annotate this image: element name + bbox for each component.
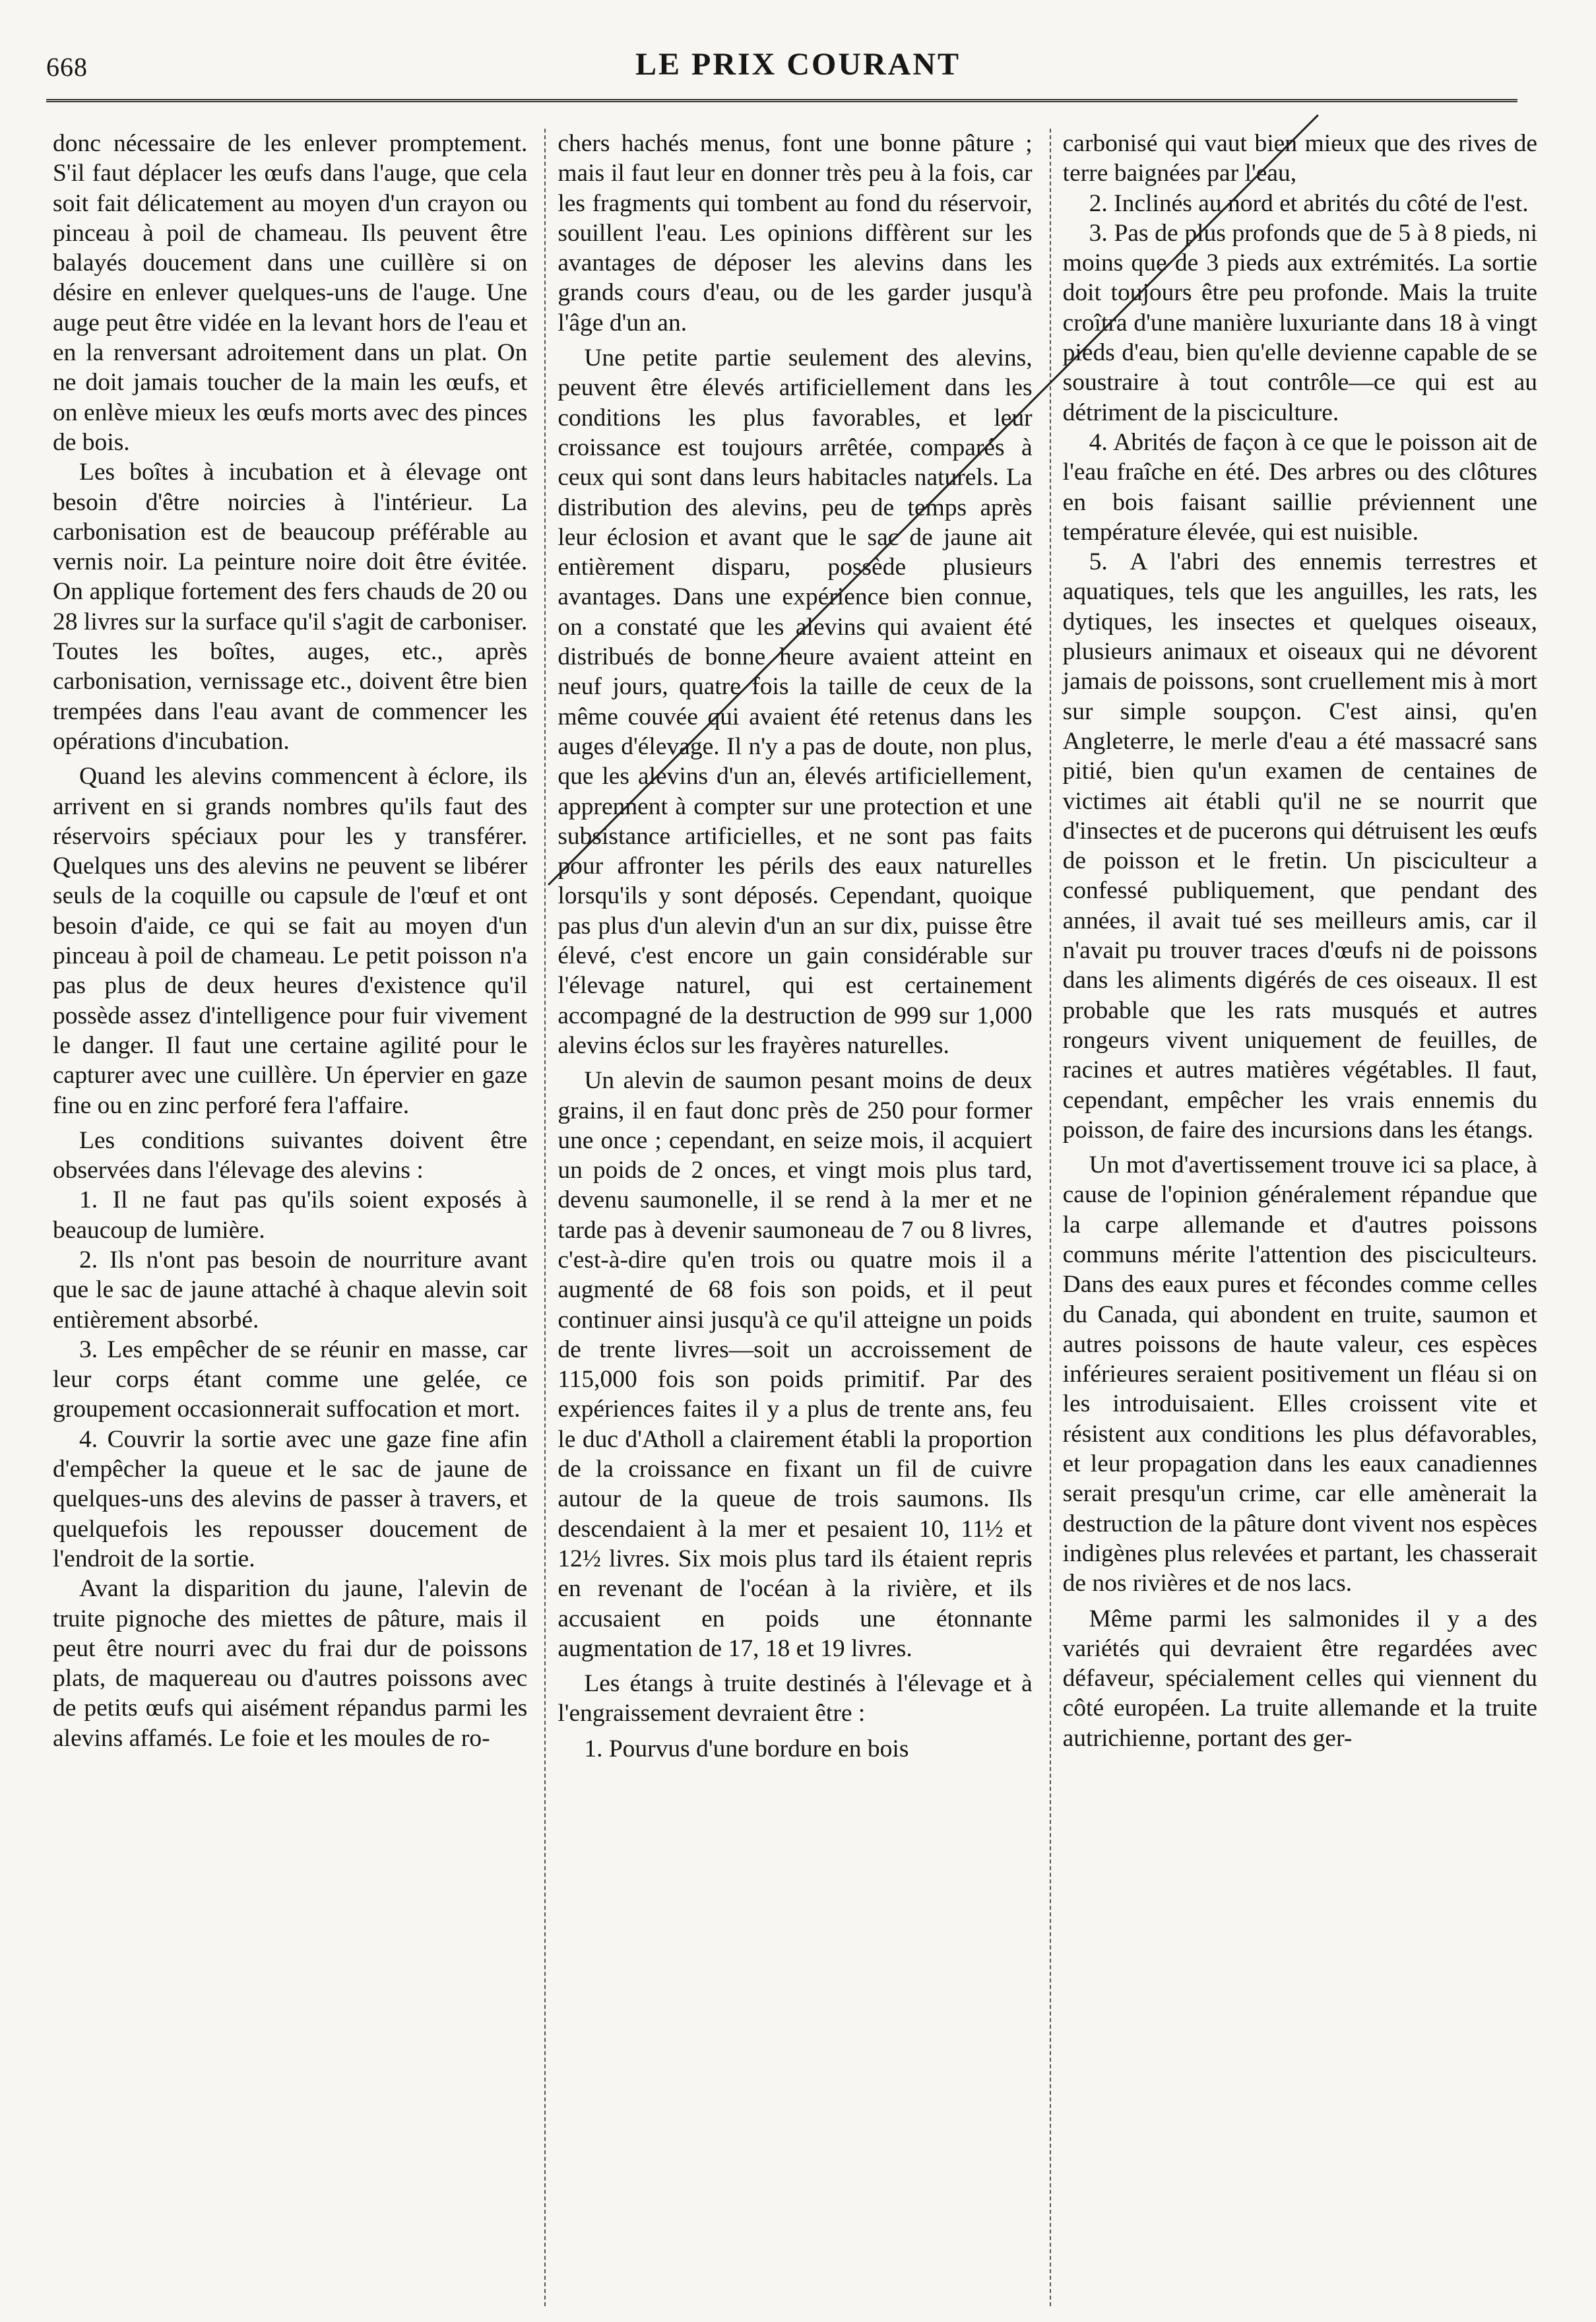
list-item: 3. Pas de plus profonds que de 5 à 8 pieds, ni moins que de 3 pieds aux extrémités. La sortie doit toujours être peu profonde. Mais la truite croîtra d'une manière luxuriante dans 18 à vingt pieds d'eau, bien qu'elle devienne capable de se soustraire à tout contrôle—ce qui est au détriment de la pisciculture. bbox=[1062, 219, 1537, 426]
article-body bbox=[53, 129, 1537, 2306]
list-item: 1. Il ne faut pas qu'ils soient exposés à beaucoup de lumière. bbox=[53, 1186, 528, 1244]
list-item: 4. Abrités de façon à ce que le poisson ait de l'eau fraîche en été. Des arbres ou des clôtures en bois faisant saillie préviennent une température élevée, qui est nuisible. bbox=[1062, 428, 1537, 546]
list-item: 1. Pourvus d'une bordure en bois bbox=[584, 1735, 909, 1762]
page-number: 668 bbox=[46, 52, 88, 82]
list-item: 3. Les empêcher de se réunir en masse, car leur corps étant comme une gelée, ce groupement occasionnerait suffocation et mort. bbox=[53, 1336, 528, 1423]
paragraph: carbonisé qui vaut bien mieux que des rives de terre baignées par l'eau, bbox=[1062, 130, 1537, 187]
list-item: 2. Inclinés au nord et abrités du côté de l'est. bbox=[1089, 189, 1529, 217]
paragraph: Une petite partie seulement des alevins, peuvent être élevés artificiellement dans les conditions les plus favorables, et leur croissance est toujours arrêtée, comparés à ceux qui sont dans leurs habitacles naturels. La distribution des alevins, peu de temps après leur éclosion et avant que le sac de jaune ait entièrement disparu, possède plusieurs avantages. Dans une expérience bien connue, on a constaté que les alevins qui avaient été distribués de bonne heure avaient atteint en neuf jours, quatre fois la taille de ceux de la même couvée qui avaient été retenus dans les auges d'élevage. Il n'y a pas de doute, non plus, que les alevins d'un an, élevés artificiellement, apprennent à compter sur une protection et une subsistance artificielles, et ne sont pas faits pour affronter les périls des eaux naturelles lorsqu'ils y sont déposés. Cependant, quoique pas plus d'un alevin d'un an sur dix, puisse être élevé, c'est encore un gain considérable sur l'élevage naturel, qui est certainement accompagné de la destruction de 999 sur 1,000 alevins éclos sur les frayères naturelles. bbox=[558, 344, 1033, 1059]
header-rule bbox=[46, 99, 1517, 102]
column-3 bbox=[1050, 129, 1537, 2306]
paragraph: Un mot d'avertissement trouve ici sa place, à cause de l'opinion généralement répandue que la carpe allemande et d'autres poissons communs mérite l'attention des pisciculteurs. Dans des eaux pures et fécondes comme celles du Canada, qui abondent en truite, saumon et autres poissons de haute valeur, ces espèces inférieures seraient positivement un fléau si on les introduisaient. Elles croissent vite et résistent aux conditions les plus défavorables, et leur propagation dans les eaux canadiennes serait presqu'un crime, car elle amènerait la destruction de la pâture dont vivent nos espèces indigènes plus relevées et partant, les chasserait de nos rivières et de nos lacs. bbox=[1062, 1151, 1537, 1597]
paragraph: Quand les alevins commencent à éclore, ils arrivent en si grands nombres qu'ils faut des réservoirs spéciaux pour les y transférer. Quelques uns des alevins ne peuvent se libérer seuls de la coquille ou capsule de l'œuf et ont besoin d'aide, ce qui se fait au moyen d'un pinceau à poil de chameau. Le petit poisson n'a pas plus de deux heures d'existence qu'il possède assez d'intelligence pour fuir vivement le danger. Il faut une certaine agilité pour le capturer avec une cuillère. Un épervier en gaze fine ou en zinc perforé fera l'affaire. bbox=[53, 763, 528, 1119]
column-2 bbox=[544, 129, 1032, 2306]
list-item: 2. Ils n'ont pas besoin de nourriture avant que le sac de jaune attaché à chaque alevin soit entièrement absorbé. bbox=[53, 1246, 528, 1334]
paragraph: donc nécessaire de les enlever promptement. S'il faut déplacer les œufs dans l'auge, que cela soit fait délicatement au moyen d'un crayon ou pinceau à poil de chameau. Ils peuvent être balayés doucement dans une cuillère si on désire en enlever quelques-uns de l'auge. Une auge peut être vidée en la levant hors de l'eau et en la renversant adroitement dans un plat. On ne doit jamais toucher de la main les œufs, et on enlève mieux les œufs morts avec des pinces de bois. bbox=[53, 130, 528, 456]
list-item: 4. Couvrir la sortie avec une gaze fine afin d'empêcher la queue et le sac de jaune de quelques-uns des alevins de passer à travers, et quelquefois les repousser doucement de l'endroit de la sortie. bbox=[53, 1425, 528, 1572]
column-1 bbox=[53, 129, 527, 2306]
page-title: LE PRIX COURANT bbox=[635, 47, 961, 82]
paragraph: Un alevin de saumon pesant moins de deux grains, il en faut donc près de 250 pour former une once ; cependant, en seize mois, il acquiert un poids de 2 onces, et vingt mois plus tard, devenu saumonelle, il se rend à la mer et ne tarde pas à devenir saumoneau de 7 ou 8 livres, c'est-à-dire qu'en trois ou quatre mois il a augmenté de 68 fois son poids, et il peut continuer ainsi jusqu'à ce qu'il atteigne un poids de trente livres—soit un accroissement de 115,000 fois son poids primitif. Par des expériences faites il y a plus de trente ans, feu le duc d'Atholl a clairement établi la proportion de la croissance en fixant un fil de cuivre autour de la queue de trois saumons. Ils descendaient à la mer et pesaient 10, 11½ et 12½ livres. Six mois plus tard ils étaient repris en revenant de l'océan à la rivière, et ils accusaient en poids une étonnante augmentation de 17, 18 et 19 livres. bbox=[558, 1067, 1033, 1662]
paragraph: chers hachés menus, font une bonne pâture ; mais il faut leur en donner très peu à la fois, car les fragments qui tombent au fond du réservoir, souillent l'eau. Les opinions diffèrent sur les avantages de déposer les alevins dans les grands cours d'eau, ou de les garder jusqu'à l'âge d'un an. bbox=[558, 130, 1033, 337]
list-item: 5. A l'abri des ennemis terrestres et aquatiques, tels que les anguilles, les rats, les dytiques, les insectes et quelques oiseaux, plusieurs animaux et oiseaux qui ne dévorent jamais de poissons, sont cruellement mis à mort sur simple soupçon. C'est ainsi, qu'en Angleterre, le merle d'eau a été massacré sans pitié, bien qu'un examen de centaines de victimes ait établi qu'il ne se nourrit que d'insectes et de pucerons qui détruisent les œufs de poisson et le fretin. Un pisciculteur a confessé publiquement, que pendant des années, il avait tué ses meilleurs amis, car il n'avait pu trouver traces d'œufs ni de poissons dans les aliments digérés de ces oiseaux. Il est probable que les rats musqués et autres rongeurs vivent uniquement de feuilles, de racines et autres matières végétables. Il faut, cependant, empêcher les vrais ennemis du poisson, de faire des incursions dans les étangs. bbox=[1062, 548, 1537, 1144]
paragraph: Avant la disparition du jaune, l'alevin de truite pignoche des miettes de pâture, mais il peut être nourri avec du frai dur de poissons plats, de maquereau ou d'autres poissons avec de petits œufs qui aisément répandus parmi les alevins affamés. Le foie et les moules de ro- bbox=[53, 1575, 528, 1752]
paragraph: Les conditions suivantes doivent être observées dans l'élevage des alevins : bbox=[53, 1126, 528, 1184]
paragraph: Les boîtes à incubation et à élevage ont besoin d'être noircies à l'intérieur. La carbonisation est de beaucoup préférable au vernis noir. La peinture noire doit être évitée. On applique fortement des fers chauds de 20 ou 28 livres sur la surface qu'il s'agit de carboniser. Toutes les boîtes, auges, etc., après carbonisation, vernissage etc., doivent être bien trempées dans l'eau avant de commencer les opérations d'incubation. bbox=[53, 459, 528, 755]
paragraph: Même parmi les salmonides il y a des variétés qui devraient être regardées avec défaveur, spécialement celles qui viennent du côté européen. La truite allemande et la truite autrichienne, portant des ger- bbox=[1062, 1605, 1537, 1752]
paragraph: Les étangs à truite destinés à l'élevage et à l'engraissement devraient être : bbox=[558, 1670, 1033, 1727]
